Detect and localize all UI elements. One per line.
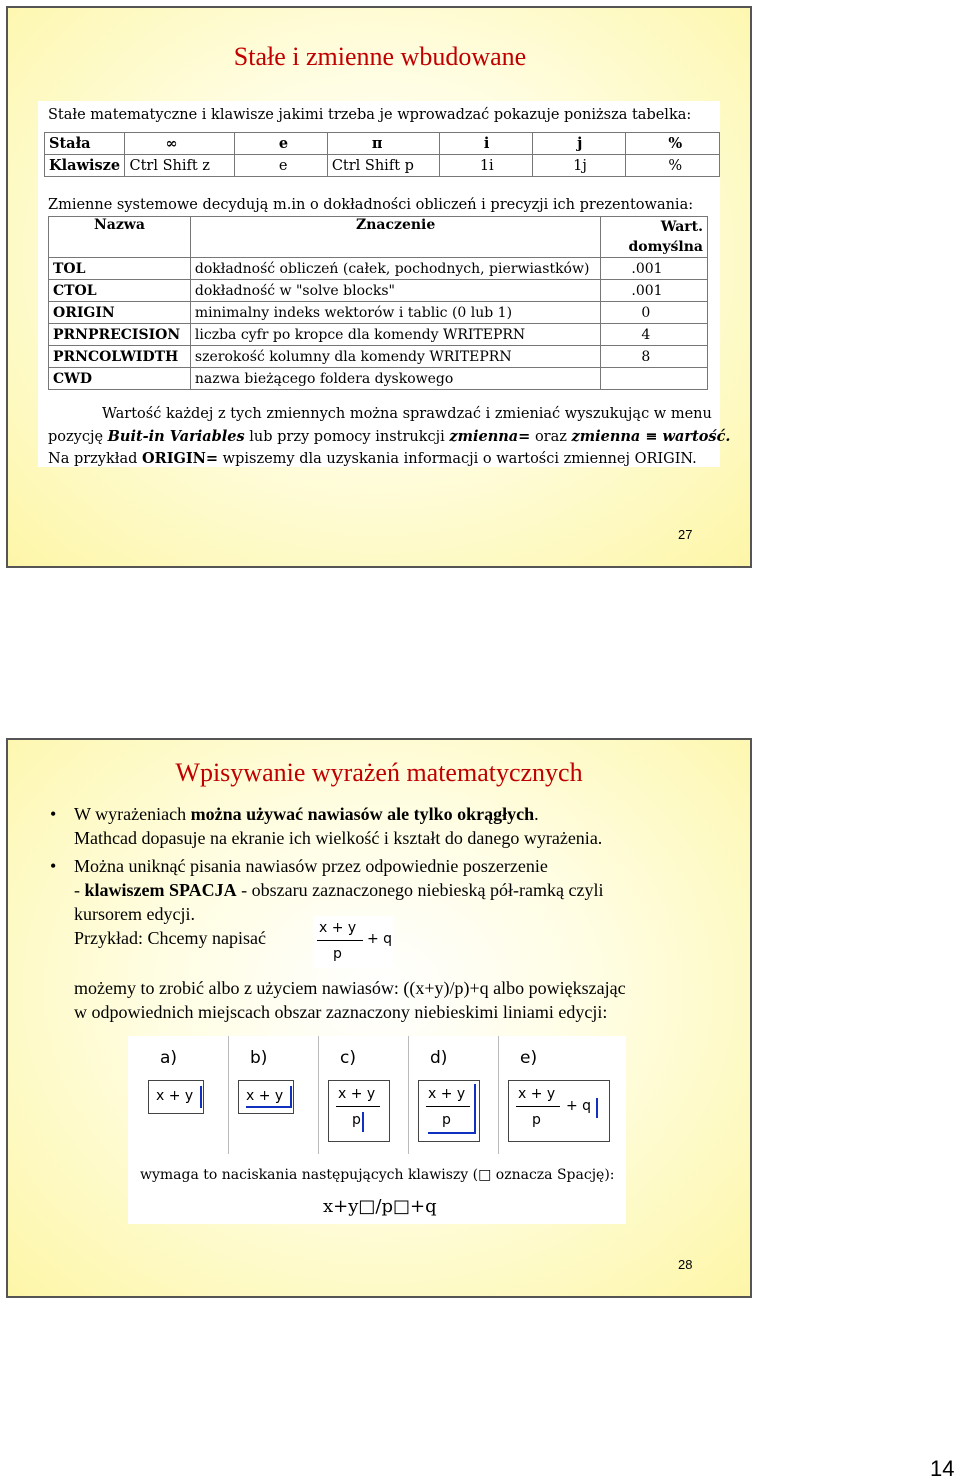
header-name: Nazwa — [49, 217, 191, 258]
note-text: Na przykład — [48, 451, 143, 467]
var-meaning: nazwa bieżącego foldera dyskowego — [190, 368, 600, 390]
page-number: 14 — [930, 1456, 955, 1481]
header-meaning: Znaczenie — [190, 217, 600, 258]
note-menu-item: Buit-in Variables — [107, 428, 245, 445]
fraction-numerator: x + y — [319, 920, 357, 936]
table-cell: % — [626, 155, 720, 177]
cursor-icon — [362, 1112, 364, 1132]
table-cell: Ctrl Shift p — [327, 155, 439, 177]
text: W wyrażeniach — [74, 804, 191, 824]
table-cell: 1j — [533, 155, 626, 177]
var-meaning: dokładność obliczeń (całek, pochodnych, pierwiastków) — [190, 258, 600, 280]
note-text: wpiszemy dla uzyskania informacji o wartości zmiennej ORIGIN. — [218, 451, 697, 467]
expr-denominator: p — [532, 1112, 541, 1128]
expr-text: x + y — [156, 1088, 194, 1104]
bullet-dot-icon: • — [50, 856, 57, 876]
note-line-2 — [48, 428, 730, 445]
var-default: 8 — [601, 346, 708, 368]
note-text: pozycję — [48, 429, 108, 445]
var-name: CWD — [49, 368, 191, 390]
text: możemy to zrobić albo z użyciem nawiasów: ((x+y)/p)+q albo powiększając — [74, 978, 626, 998]
fraction-denominator: p — [333, 946, 342, 962]
var-default: .001 — [601, 280, 708, 302]
bullet-list — [48, 802, 748, 1024]
note-text: oraz — [530, 429, 572, 445]
var-default: 0 — [601, 302, 708, 324]
table-cell: π — [327, 133, 439, 155]
step-label: b) — [250, 1048, 268, 1068]
cursor-icon — [200, 1086, 202, 1108]
table-cell: Ctrl Shift z — [125, 155, 234, 177]
key-sequence: x+y□/p□+q — [323, 1196, 437, 1217]
step-b — [228, 1036, 319, 1154]
var-name: CTOL — [49, 280, 191, 302]
vars-intro: Zmienne systemowe decydują m.in o dokładności obliczeń i precyzji ich prezentowania: — [48, 197, 694, 213]
expr-plus-q: + q — [566, 1098, 592, 1114]
var-meaning: szerokość kolumny dla komendy WRITEPRN — [190, 346, 600, 368]
cursor-icon — [290, 1086, 292, 1108]
table-cell: Stała — [45, 133, 125, 155]
text: - obszaru zaznaczonego niebieską pół-ramką czyli — [236, 880, 604, 900]
constants-table — [44, 132, 720, 177]
header-default: Wart. domyślna — [601, 217, 708, 258]
table-row — [49, 258, 708, 280]
fraction-bar — [317, 940, 363, 941]
table-cell: 1i — [439, 155, 532, 177]
text: Można uniknąć pisania nawiasów przez odpowiednie poszerzenie — [74, 856, 548, 876]
var-meaning: liczba cyfr po kropce dla komendy WRITEPRN — [190, 324, 600, 346]
table-row — [45, 155, 720, 177]
step-e — [498, 1036, 608, 1154]
table-row — [49, 346, 708, 368]
table-row — [45, 133, 720, 155]
table-header-row — [49, 217, 708, 258]
constants-intro: Stałe matematyczne i klawisze jakimi trzeba je wprowadzać pokazuje poniższa tabelka: — [48, 107, 692, 123]
slide-number: 28 — [678, 1257, 693, 1272]
step-d — [408, 1036, 499, 1154]
step-label: d) — [430, 1048, 448, 1068]
text: w odpowiednich miejscach obszar zaznaczony niebieskimi liniami edycji: — [74, 1002, 608, 1022]
var-default — [601, 368, 708, 390]
note-line-1: Wartość każdej z tych zmiennych można sprawdzać i zmieniać wyszukując w menu — [102, 406, 712, 422]
cursor-icon — [596, 1098, 598, 1118]
fraction-plus: + q — [367, 931, 393, 947]
system-vars-table — [48, 216, 708, 390]
slide-28 — [6, 738, 752, 1298]
fraction-example — [313, 916, 393, 968]
constants-panel — [38, 101, 731, 467]
var-default: .001 — [601, 258, 708, 280]
table-row — [49, 368, 708, 390]
note-line-3 — [48, 450, 697, 467]
slide-27 — [6, 6, 752, 568]
slide-title: Stałe i zmienne wbudowane — [233, 42, 527, 71]
editing-steps-panel — [128, 1036, 626, 1224]
slide-number: 27 — [678, 527, 693, 542]
note-code: zmienna ≡ wartość. — [571, 428, 731, 445]
bullet-dot-icon: • — [50, 804, 57, 824]
bullet-item — [48, 854, 748, 1024]
table-cell: % — [626, 133, 720, 155]
bullet-item — [48, 802, 748, 850]
slide-title: Wpisywanie wyrażeń matematycznych — [175, 758, 583, 787]
text: Mathcad dopasuje na ekranie ich wielkość i kształt do danego wyrażenia. — [74, 828, 603, 848]
step-c — [318, 1036, 409, 1154]
expr-numerator: x + y — [518, 1086, 556, 1102]
var-name: PRNPRECISION — [49, 324, 191, 346]
expr-text: x + y — [246, 1088, 284, 1104]
table-cell: e — [234, 155, 327, 177]
note-code: ORIGIN= — [142, 450, 219, 467]
text: Przykład: Chcemy napisać — [74, 928, 266, 948]
step-label: a) — [160, 1048, 178, 1068]
table-cell: ∞ — [125, 133, 234, 155]
bold-text: klawiszem SPACJA — [84, 880, 237, 900]
table-cell: e — [234, 133, 327, 155]
var-name: PRNCOLWIDTH — [49, 346, 191, 368]
fraction-bar — [336, 1106, 380, 1107]
var-name: ORIGIN — [49, 302, 191, 324]
note-code: zmienna= — [449, 428, 531, 445]
table-cell: Klawisze — [45, 155, 125, 177]
bold-text: można używać nawiasów ale tylko okrągłych — [190, 804, 535, 824]
expr-numerator: x + y — [338, 1086, 376, 1102]
cursor-underline-icon — [428, 1132, 474, 1134]
expr-denominator: p — [442, 1112, 451, 1128]
text: . — [534, 804, 539, 824]
expr-denominator: p — [352, 1112, 361, 1128]
table-row — [49, 324, 708, 346]
cursor-icon — [474, 1084, 476, 1134]
table-row — [49, 302, 708, 324]
cursor-underline-icon — [246, 1106, 290, 1108]
step-label: e) — [520, 1048, 538, 1068]
expr-numerator: x + y — [428, 1086, 466, 1102]
step-label: c) — [340, 1048, 356, 1068]
var-default: 4 — [601, 324, 708, 346]
table-row — [49, 280, 708, 302]
var-name: TOL — [49, 258, 191, 280]
fraction-bar — [516, 1106, 560, 1107]
var-meaning: minimalny indeks wektorów i tablic (0 lub 1) — [190, 302, 600, 324]
table-cell: j — [533, 133, 626, 155]
keys-caption: wymaga to naciskania następujących klawiszy (□ oznacza Spację): — [140, 1167, 615, 1183]
fraction-bar — [426, 1106, 470, 1107]
step-a — [138, 1036, 229, 1154]
note-text: lub przy pomocy instrukcji — [244, 429, 450, 445]
text: kursorem edycji. — [74, 904, 195, 924]
var-meaning: dokładność w "solve blocks" — [190, 280, 600, 302]
text: - — [74, 880, 85, 900]
table-cell: i — [439, 133, 532, 155]
